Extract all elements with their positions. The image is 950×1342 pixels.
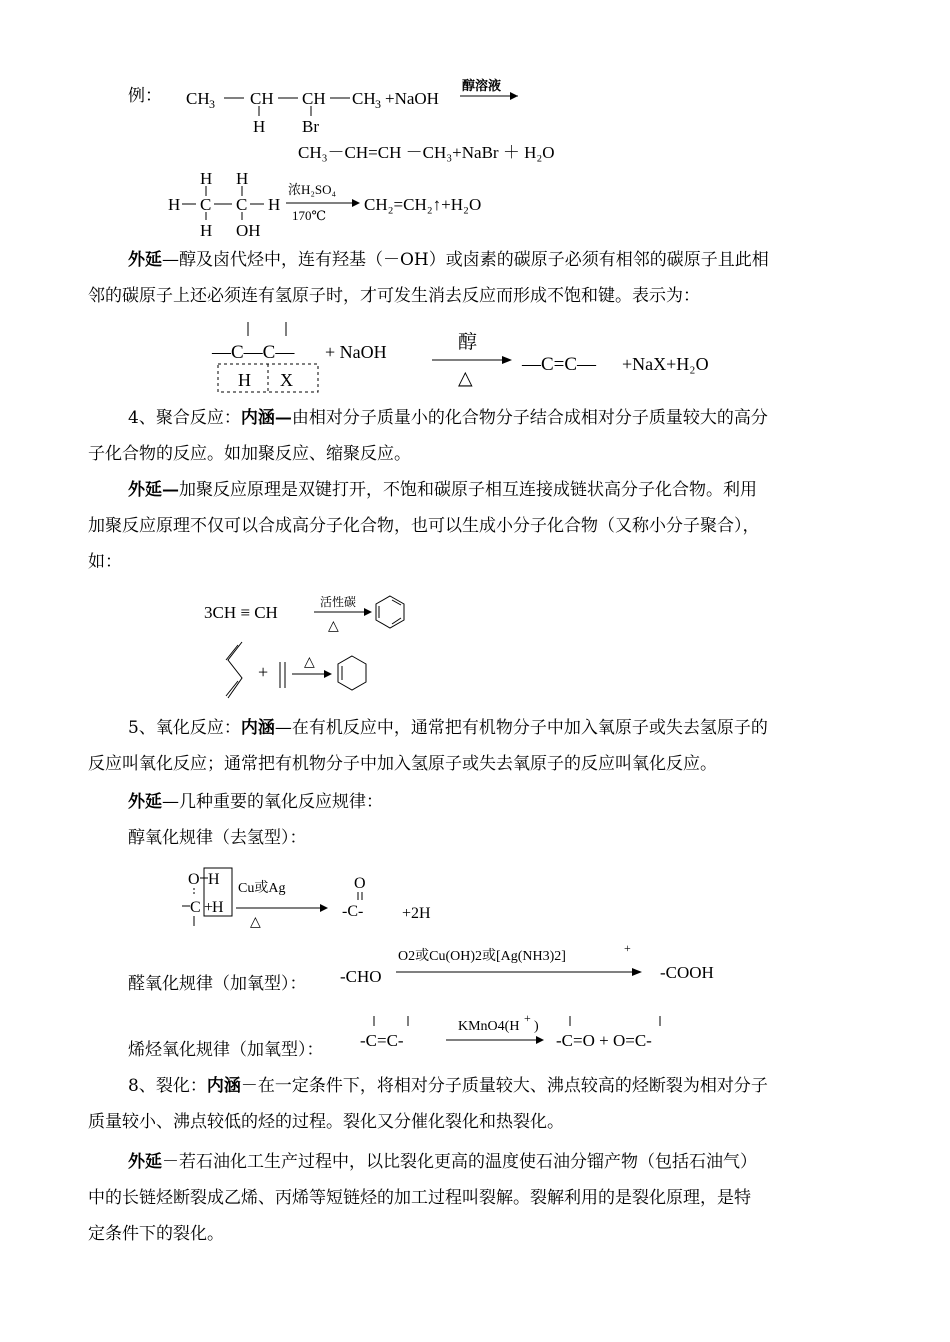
para2-label: 内涵— xyxy=(240,408,292,428)
rule1-cond-top: Cu或Ag xyxy=(238,881,286,896)
r2-oh: OH xyxy=(236,221,261,240)
para8-line2: 质量较小、沸点较低的烃的过程。裂化又分催化裂化和热裂化。 xyxy=(88,1112,564,1132)
r2-product: CH₂=CH₂↑+H₂O xyxy=(364,195,482,214)
poly-left: 3CH ≡ CH xyxy=(204,603,278,622)
r2-h-top2: H xyxy=(236,169,249,188)
rule1-prod-c: -C- xyxy=(342,903,364,920)
example-reaction-figure xyxy=(168,70,660,240)
para1-line2: 邻的碳原子上还必须连有氢原子时，才可发生消去反应而形成不饱和键。表示为： xyxy=(88,286,700,306)
rule1-prod-o: O xyxy=(354,875,366,892)
elim-cond-top: 醇 xyxy=(458,332,478,353)
para6-text: —几种重要的氧化反应规律： xyxy=(162,792,383,812)
rule2-cond-sup: + xyxy=(624,941,631,955)
rule3-title: 烯烃氧化规律（加氧型）： xyxy=(128,1040,324,1060)
r1-ch-b: CH xyxy=(302,89,326,108)
rule3-cond-sup: + xyxy=(524,1011,531,1025)
rule3-right: -C=O + O=C- xyxy=(556,1031,652,1050)
rule1-h2: H xyxy=(212,899,224,916)
rule3-cond-end: ) xyxy=(534,1019,539,1034)
rule1-cond-bot: △ xyxy=(250,915,261,930)
elim-left: —C—C— xyxy=(212,342,295,363)
r2-h-bot: H xyxy=(200,221,213,240)
para3-line1 xyxy=(128,474,757,506)
butadiene-icon xyxy=(228,642,242,698)
para3-line2: 加聚反应原理不仅可以合成高分子化合物，也可以生成小分子化合物（又称小分子聚合）， xyxy=(88,516,760,536)
para1-label: 外延 xyxy=(128,250,162,270)
para3-line3: 如： xyxy=(88,552,122,572)
elim-h: H xyxy=(238,370,251,390)
rule1-plus: +2H xyxy=(402,905,431,922)
r1-sub3: 3 xyxy=(209,97,215,111)
example-label: 例： xyxy=(128,86,162,106)
r1-ch3b: CH xyxy=(352,89,376,108)
polymerization-figure xyxy=(200,590,420,708)
r1-h: H xyxy=(253,117,266,136)
r2-cond-top: 浓H₂SO₄ xyxy=(288,182,337,197)
rule3-cond: KMnO4(H xyxy=(458,1019,520,1034)
rule3-left: -C=C- xyxy=(360,1031,404,1050)
r1-br: Br xyxy=(302,117,319,136)
para9-line1 xyxy=(128,1146,757,1178)
para1-text: —醇及卤代烃中，连有羟基（－OH）或卤素的碳原子必须有相邻的碳原子且此相 xyxy=(162,250,769,270)
r1-ch3: CH xyxy=(186,89,210,108)
rule3-figure xyxy=(358,1006,698,1062)
para3-text: 加聚反应原理是双键打开，不饱和碳原子相互连接成链状高分子化合物。利用 xyxy=(179,480,757,500)
r2-c2: C xyxy=(236,195,248,214)
poly-cond-bot: △ xyxy=(328,619,339,634)
elimination-figure xyxy=(210,318,770,400)
para5-label: 内涵 xyxy=(240,718,275,738)
poly-cond2: △ xyxy=(304,655,315,670)
r1-sub3b: 3 xyxy=(375,97,381,111)
poly-cond-top: 活性碳 xyxy=(320,595,357,609)
para8-line1 xyxy=(128,1070,768,1102)
svg-text:+: + xyxy=(204,899,214,916)
rule1-c: C xyxy=(190,899,201,916)
para9-text: －若石油化工生产过程中，以比裂化更高的温度使石油分镏产物（包括石油气） xyxy=(162,1152,757,1172)
rule2-right: -COOH xyxy=(660,963,714,982)
para3-label: 外延— xyxy=(128,480,179,500)
para2-num: 4、聚合反应： xyxy=(128,408,241,428)
rule1-title: 醇氧化规律（去氢型）： xyxy=(128,828,307,848)
benzene-icon xyxy=(376,596,404,628)
rule2-cond: O2或Cu(OH)2或[Ag(NH3)2] xyxy=(398,949,566,964)
para9-line3: 定条件下的裂化。 xyxy=(88,1224,224,1244)
para8-text: －在一定条件下，将相对分子质量较大、沸点较高的烃断裂为相对分子 xyxy=(240,1076,768,1096)
r2-h-left: H xyxy=(168,195,181,214)
para5-line2: 反应叫氧化反应；通常把有机物分子中加入氢原子或失去氧原子的反应叫氧化反应。 xyxy=(88,754,717,774)
r2-cond-bot: 170℃ xyxy=(292,208,327,223)
rule1-figure xyxy=(180,862,460,932)
r2-h-top1: H xyxy=(200,169,213,188)
para5-line1 xyxy=(128,712,768,744)
r1-ch-a: CH xyxy=(250,89,274,108)
para2-line2: 子化合物的反应。如加聚反应、缩聚反应。 xyxy=(88,444,411,464)
elim-naoh: + NaOH xyxy=(325,342,387,362)
para2-line1 xyxy=(128,402,768,434)
para8-num: 8、裂化： xyxy=(128,1076,207,1096)
rule2-title: 醛氧化规律（加氧型）： xyxy=(128,974,307,994)
para5-num: 5、氧化反应： xyxy=(128,718,241,738)
para2-text: 由相对分子质量小的化合物分子结合成相对分子质量较大的高分 xyxy=(291,408,768,428)
elim-cond-bot: △ xyxy=(458,368,473,389)
rule2-figure xyxy=(336,936,736,992)
para9-label: 外延 xyxy=(128,1152,162,1172)
para1-line1 xyxy=(128,244,769,276)
para6 xyxy=(128,786,383,818)
elim-x: X xyxy=(280,370,293,390)
elim-product2: +NaX+H₂O xyxy=(622,354,709,374)
rule1-h1: H xyxy=(208,871,220,888)
rule1-o: O xyxy=(188,871,200,888)
r1-naoh: +NaOH xyxy=(385,89,439,108)
elim-product: —C=C— xyxy=(522,354,597,375)
para8-label: 内涵 xyxy=(206,1076,241,1096)
para9-line2: 中的长链烃断裂成乙烯、丙烯等短链烃的加工过程叫裂解。裂解利用的是裂化原理，是特 xyxy=(88,1188,751,1208)
para6-label: 外延 xyxy=(128,792,162,812)
poly-plus: + xyxy=(258,662,269,682)
r1-product: CH₃－CH=CH －CH₃+NaBr ＋ H₂O xyxy=(298,143,555,162)
para5-text: —在有机反应中，通常把有机物分子中加入氧原子或失去氢原子的 xyxy=(274,718,768,738)
r2-c1: C xyxy=(200,195,212,214)
r2-h-right: H xyxy=(268,195,281,214)
r1-condition: 醇溶液 xyxy=(462,78,502,93)
rule2-left: -CHO xyxy=(340,967,382,986)
